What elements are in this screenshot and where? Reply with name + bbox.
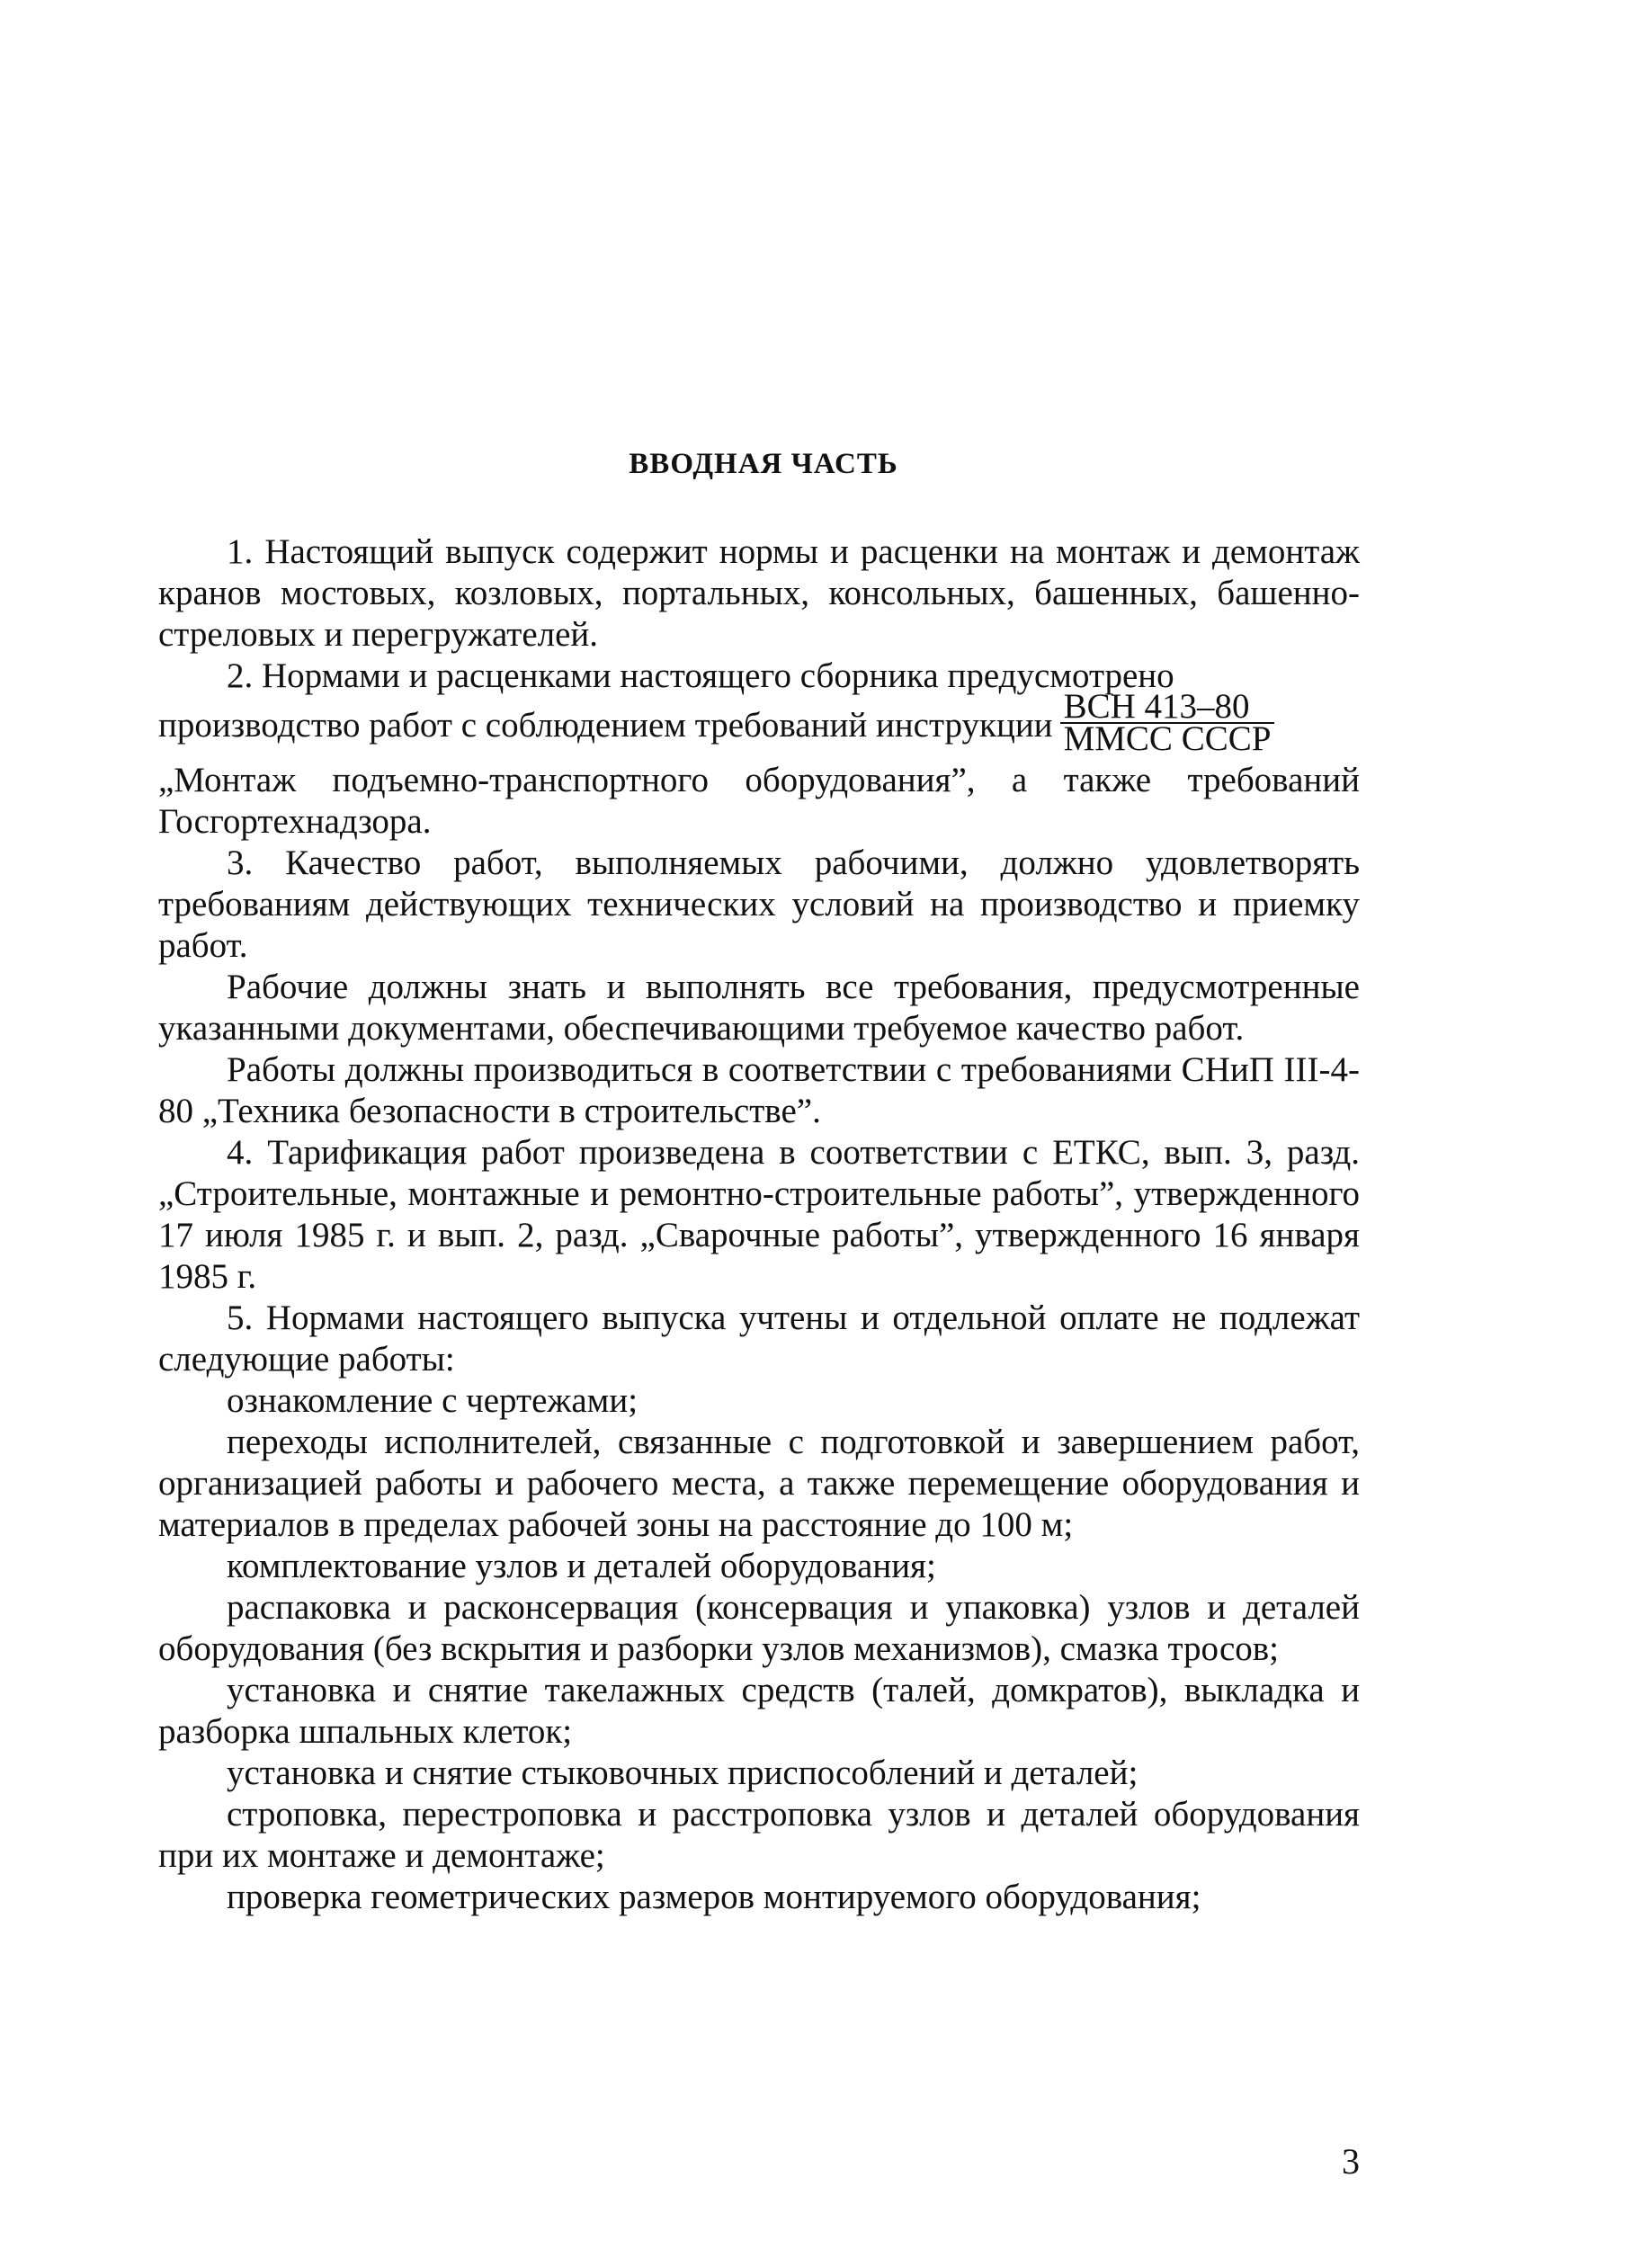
paragraph-2-rest: „Монтаж подъемно-транспортного оборудования”, а также требований Госгортехнадзора. [158, 761, 1360, 841]
list-item: строповка, перестроповка и расстроповка узлов и деталей оборудования при их монтаже и демонтаже; [158, 1795, 1360, 1875]
document-body [158, 531, 1360, 1918]
paragraph-2-line-2 [158, 687, 1360, 760]
paragraph-1: 1. Настоящий выпуск содержит нормы и расценки на монтаж и демонтаж кранов мостовых, козловых, портальных, консольных, башенных, башенно-стреловых и перегружателей. [158, 532, 1360, 654]
paragraph-3: 3. Качество работ, выполняемых рабочими, должно удовлетворять требованиям действующих технических условий на производство и приемку работ. [158, 843, 1360, 965]
paragraph-2-text: производство работ с соблюдением требований инструкции [158, 705, 1053, 745]
section-title: ВВОДНАЯ ЧАСТЬ [629, 448, 898, 480]
paragraph-3b: Рабочие должны знать и выполнять все требования, предусмотренные указанными документами, обеспечивающими требуемое качество работ. [158, 968, 1360, 1048]
list-item: проверка геометрических размеров монтируемого оборудования; [227, 1878, 1201, 1916]
fraction-denominator: ММСС СССР [1063, 719, 1272, 758]
paragraph-2-line-1: 2. Нормами и расценками настоящего сборника предусмотрено [227, 656, 1174, 695]
standard-reference-fraction [1060, 687, 1275, 758]
document-page [158, 432, 1360, 1918]
list-item: установка и снятие стыковочных приспособлений и деталей; [227, 1754, 1139, 1792]
page-number: 3 [1342, 2141, 1360, 2182]
list-item: ознакомление с чертежами; [227, 1381, 638, 1420]
list-item: установка и снятие такелажных средств (талей, домкратов), выкладка и разборка шпальных клеток; [158, 1671, 1360, 1751]
paragraph-4: 4. Тарификация работ произведена в соответствии с ЕТКС, вып. 3, разд. „Строительные, монтажные и ремонтно-строительные работы”, утвержденного 17 июля 1985 г. и вып. 2, разд. „Сварочные работы”, утвержденного 16 января 1985 г. [158, 1133, 1360, 1296]
paragraph-3c: Работы должны производиться в соответствии с требованиями СНиП III-4-80 „Техника безопасности в строительстве”. [158, 1050, 1360, 1130]
fraction-numerator: ВСН 413–80 [1060, 692, 1275, 724]
list-item: переходы исполнителей, связанные с подготовкой и завершением работ, организацией работы и рабочего места, а также перемещение оборудования и материалов в пределах рабочей зоны на расстояние до 100 м; [158, 1423, 1360, 1544]
paragraph-5: 5. Нормами настоящего выпуска учтены и отдельной оплате не подлежат следующие работы: [158, 1299, 1360, 1379]
list-item: комплектование узлов и деталей оборудования; [227, 1547, 936, 1585]
list-item: распаковка и расконсервация (консервация и упаковка) узлов и деталей оборудования (без вскрытия и разборки узлов механизмов), смазка тросов; [158, 1588, 1360, 1668]
